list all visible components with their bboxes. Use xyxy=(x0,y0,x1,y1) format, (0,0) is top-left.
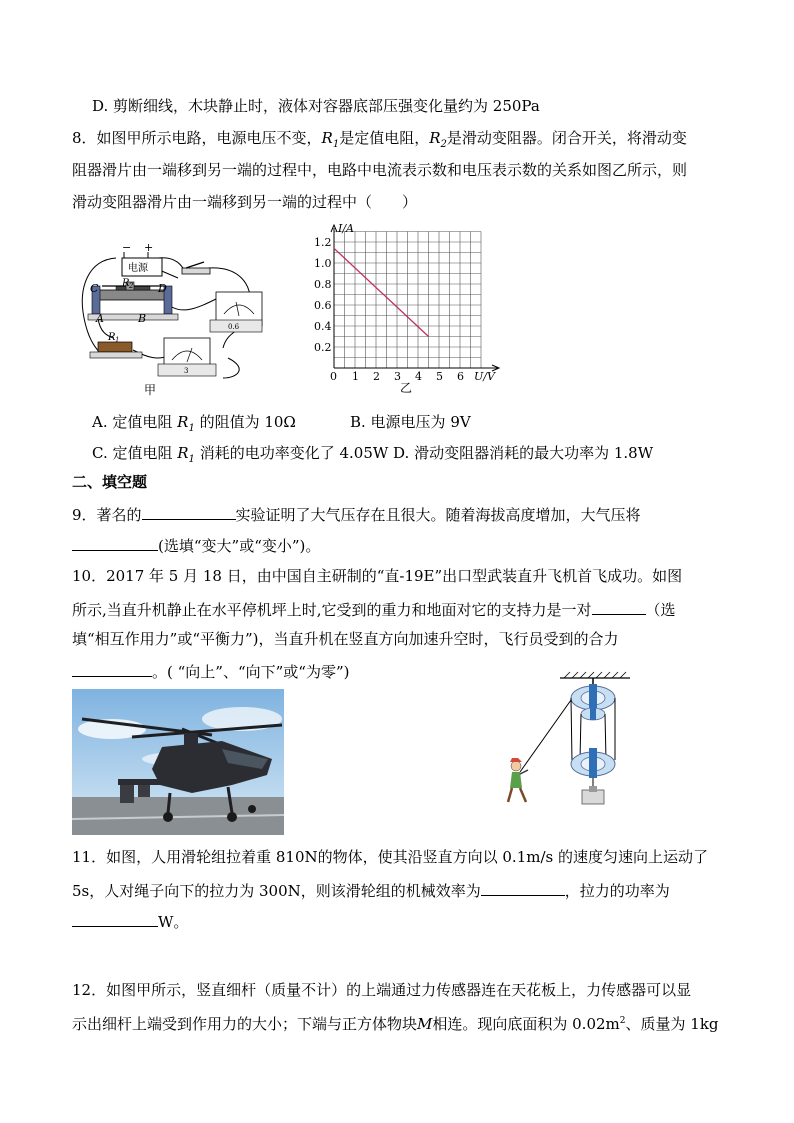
q11-blank-1[interactable] xyxy=(481,879,565,896)
x-tick-label: 5 xyxy=(436,370,443,383)
q11-text-a: 5s，人对绳子向下的拉力为 300N，则该滑轮组的机械效率为 xyxy=(72,882,481,900)
q11-text-b: ，拉力的功率为 xyxy=(564,882,670,900)
option-a-r: R xyxy=(177,413,189,431)
q8-line1-b: 是定值电阻， xyxy=(339,129,430,147)
circuit-diagram xyxy=(78,238,278,400)
q8-option-a xyxy=(92,412,296,439)
q8-line1-c: 是滑动变阻器。闭合开关，将滑动变 xyxy=(446,129,687,147)
q12-text-c: 、质量为 1kg xyxy=(625,1015,719,1033)
label-r1: R xyxy=(108,332,116,343)
origin-label: 0 xyxy=(330,370,337,383)
q8-option-c xyxy=(92,443,653,470)
circuit-caption: 甲 xyxy=(144,383,157,397)
q10-blank-2[interactable] xyxy=(72,660,152,677)
option-c-value: 消耗的电功率变化了 4.05W D. 滑动变阻器消耗的最大功率为 1.8W xyxy=(194,444,654,462)
q8-r1: R xyxy=(321,129,333,147)
q12-m: M xyxy=(417,1015,433,1033)
q11-line3 xyxy=(72,910,188,932)
option-c-sub: 1 xyxy=(188,454,195,465)
option-a-sub: 1 xyxy=(188,423,195,434)
y-tick-label: 0.8 xyxy=(314,278,332,291)
q12-line1: 12．如图甲所示，竖直细杆（质量不计）的上端通过力传感器连在天花板上，力传感器可以显 xyxy=(72,981,692,999)
label-b: B xyxy=(138,312,147,325)
option-a-text: A. 定值电阻 xyxy=(92,413,178,431)
ammeter-scale: 0.6 xyxy=(228,323,240,331)
option-c-r: R xyxy=(177,444,189,462)
iu-graph xyxy=(308,222,508,398)
x-tick-label: 3 xyxy=(394,370,401,383)
label-c: C xyxy=(90,282,99,295)
option-c-text: C. 定值电阻 xyxy=(92,444,178,462)
q8-line1-a: 8．如图甲所示电路，电源电压不变， xyxy=(72,129,322,147)
q10-line3: 填“相互作用力”或“平衡力”)，当直升机在竖直方向加速升空时，飞行员受到的合力 xyxy=(72,630,619,648)
q10-text-b: （选 xyxy=(645,601,676,619)
switch xyxy=(182,268,210,274)
q7-option-d: D. 剪断细线，木块静止时，液体对容器底部压强变化量约为 250Pa xyxy=(92,97,540,115)
q8-line2: 阻器滑片由一端移到另一端的过程中，电路中电流表示数和电压表示数的关系如图乙所示，则 xyxy=(72,161,688,179)
q11-blank-2[interactable] xyxy=(72,910,158,927)
x-tick-label: 1 xyxy=(352,370,359,383)
x-tick-label: 6 xyxy=(457,370,464,383)
y-tick-label: 0.4 xyxy=(314,320,332,333)
q10-line1: 10．2017 年 5 月 18 日，由中国自主研制的“直-19E”出口型武装直升飞机首飞成功。如图 xyxy=(72,567,683,585)
q8-r1-sub: 1 xyxy=(332,139,340,150)
q10-line2 xyxy=(72,598,676,620)
q9-blank-1[interactable] xyxy=(142,503,236,520)
label-r2: R xyxy=(122,278,130,289)
q8-r2: R xyxy=(429,129,441,147)
y-tick-label: 0.6 xyxy=(314,299,332,312)
x-tick-label: 2 xyxy=(373,370,380,383)
helicopter-photo xyxy=(72,689,284,835)
rheostat xyxy=(98,290,166,300)
y-axis-label: I/A xyxy=(338,222,354,235)
q10-blank-1[interactable] xyxy=(592,598,646,615)
q9-text-c: (选填“变大”或“变小”)。 xyxy=(158,537,321,555)
q9-text-a: 9．著名的 xyxy=(72,506,142,524)
q11-line1: 11．如图，人用滑轮组拉着重 810N的物体，使其沿竖直方向以 0.1m/s 的速度匀速向上运动了 xyxy=(72,848,708,866)
q12-text-a: 示出细杆上端受到作用力的大小；下端与正方体物块 xyxy=(72,1015,418,1033)
pulley-figure xyxy=(500,668,640,810)
label-d: D xyxy=(158,282,167,295)
plus-sign: + xyxy=(144,241,154,254)
section-title: 二、填空题 xyxy=(72,473,148,491)
y-tick-label: 1.0 xyxy=(314,257,332,270)
x-axis-label: U/V xyxy=(474,370,495,383)
q9-line1 xyxy=(72,503,641,525)
q11-text-c: W。 xyxy=(158,913,189,931)
graph-caption: 乙 xyxy=(400,381,413,395)
q12-line2 xyxy=(72,1011,719,1034)
q10-text-c: 。( “向上”、“向下”或“为零”) xyxy=(152,663,350,681)
minus-sign: − xyxy=(122,241,132,254)
power-label: 电源 xyxy=(128,263,148,274)
q8-r2-sub: 2 xyxy=(440,139,447,150)
label-r2-sub: 2 xyxy=(129,282,134,290)
q9-line2 xyxy=(72,534,320,556)
q12-sup: 2 xyxy=(619,1016,626,1026)
y-tick-label: 0.2 xyxy=(314,341,332,354)
q12-text-b: 相连。现向底面积为 0.02m xyxy=(432,1015,620,1033)
q9-blank-2[interactable] xyxy=(72,534,158,551)
q8-option-b: B. 电源电压为 9V xyxy=(350,413,471,431)
q8-line1 xyxy=(72,128,687,155)
y-tick-label: 1.2 xyxy=(314,236,332,249)
q10-text-a: 所示,当直升机静止在水平停机坪上时,它受到的重力和地面对它的支持力是一对 xyxy=(72,601,592,619)
graph-grid xyxy=(334,232,481,369)
voltmeter-scale: 3 xyxy=(184,367,189,375)
data-line-segment xyxy=(334,248,429,336)
option-a-value: 的阻值为 10Ω xyxy=(194,413,296,431)
data-line xyxy=(334,248,429,336)
label-r1-sub: 1 xyxy=(115,336,120,344)
q9-text-b: 实验证明了大气压存在且很大。随着海拔高度增加，大气压将 xyxy=(235,506,641,524)
x-tick-label: 4 xyxy=(415,370,422,383)
q11-line2 xyxy=(72,879,670,901)
q8-line3: 滑动变阻器滑片由一端移到另一端的过程中（ ） xyxy=(72,193,418,211)
wire xyxy=(223,358,239,378)
label-a: A xyxy=(96,312,104,325)
q10-line4 xyxy=(72,660,349,682)
